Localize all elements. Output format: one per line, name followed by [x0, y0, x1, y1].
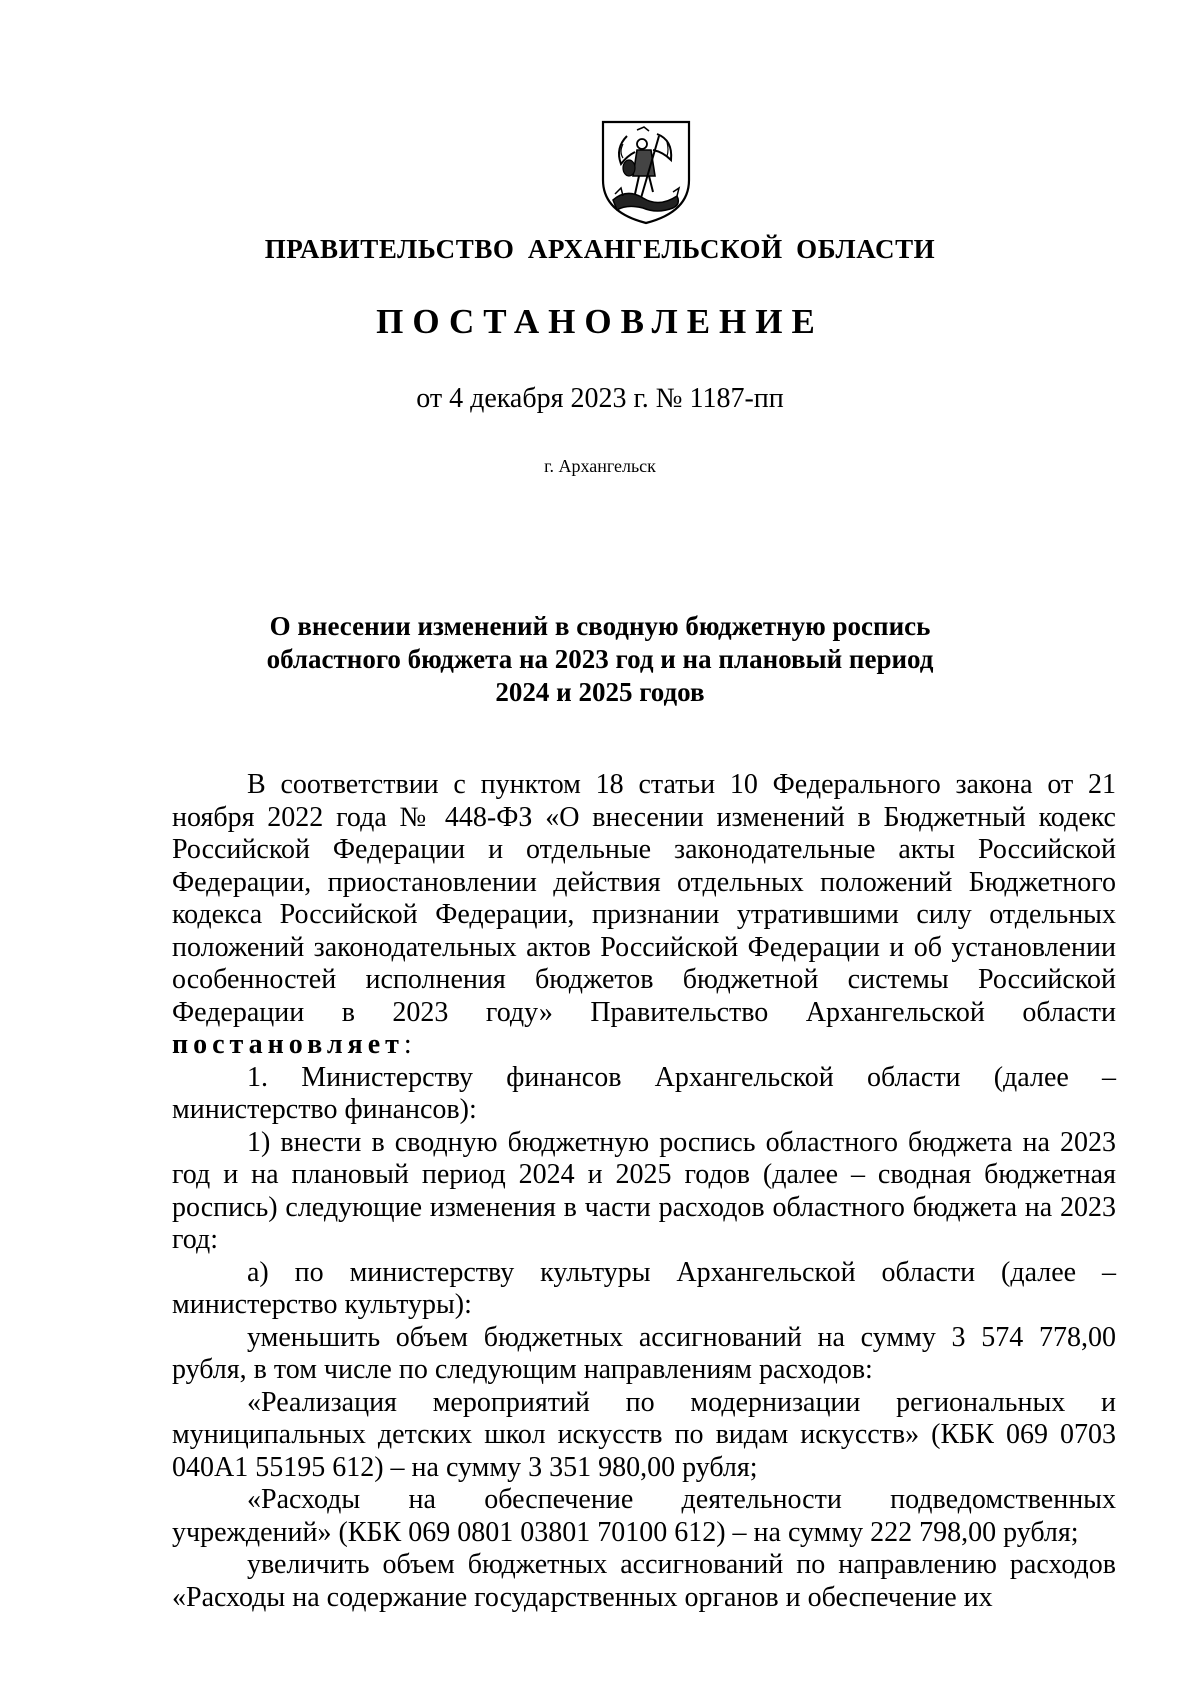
document-title-line: областного бюджета на 2023 год и на плановый период: [266, 644, 934, 674]
document-title-line: О внесении изменений в сводную бюджетную роспись: [269, 611, 931, 641]
body-paragraph: 1) внести в сводную бюджетную роспись областного бюджета на 2023 год и на плановый период 2024 и 2025 годов (далее – сводная бюджетная роспись) следующие изменения в части расходов областного бюджета на 2023 год:: [172, 1126, 1116, 1255]
document-title: [0, 610, 1200, 709]
document-type: ПОСТАНОВЛЕНИЕ: [376, 302, 824, 341]
preamble-text: В соответствии с пунктом 18 статьи 10 Федерального закона от 21 ноября 2022 года № 448-ФЗ «О внесении изменений в Бюджетный кодекс Российской Федерации и отдельные законодательные акты Российской Федерации, приостановлении действия отдельных положений Бюджетного кодекса Российской Федерации, признании утратившими силу отдельных положений законодательных актов Российской Федерации и об установлении особенностей исполнения бюджетов бюджетной системы Российской Федерации в 2023 году» Правительство Архангельской области: [172, 769, 1116, 1028]
preamble-colon: :: [403, 1029, 412, 1060]
document-body: [172, 769, 1116, 1614]
body-paragraph: «Реализация мероприятий по модернизации региональных и муниципальных детских школ искусств по видам искусств» (КБК 069 0703 040А1 55195 612) – на сумму 3 351 980,00 рубля;: [172, 1386, 1116, 1483]
body-paragraph: «Расходы на обеспечение деятельности подведомственных учреждений» (КБК 069 0801 03801 70100 612) – на сумму 222 798,00 рубля;: [172, 1484, 1116, 1548]
body-paragraph: 1. Министерству финансов Архангельской области (далее – министерство финансов):: [172, 1061, 1116, 1125]
coat-of-arms-icon: [597, 118, 695, 226]
body-paragraph: уменьшить объем бюджетных ассигнований на сумму 3 574 778,00 рубля, в том числе по следующим направлениям расходов:: [172, 1321, 1116, 1385]
resolves-keyword: постановляет: [172, 1029, 404, 1060]
document-date-number: от 4 декабря 2023 г. № 1187-пп: [416, 383, 784, 414]
organization-title: ПРАВИТЕЛЬСТВО АРХАНГЕЛЬСКОЙ ОБЛАСТИ: [264, 234, 936, 264]
body-paragraph: а) по министерству культуры Архангельской области (далее – министерство культуры):: [172, 1256, 1116, 1320]
body-paragraph: увеличить объем бюджетных ассигнований по направлению расходов «Расходы на содержание государственных органов и обеспечение их: [172, 1549, 1116, 1613]
document-city: г. Архангельск: [544, 456, 656, 476]
document-title-line: 2024 и 2025 годов: [495, 677, 705, 707]
body-paragraph: [172, 769, 1116, 1062]
